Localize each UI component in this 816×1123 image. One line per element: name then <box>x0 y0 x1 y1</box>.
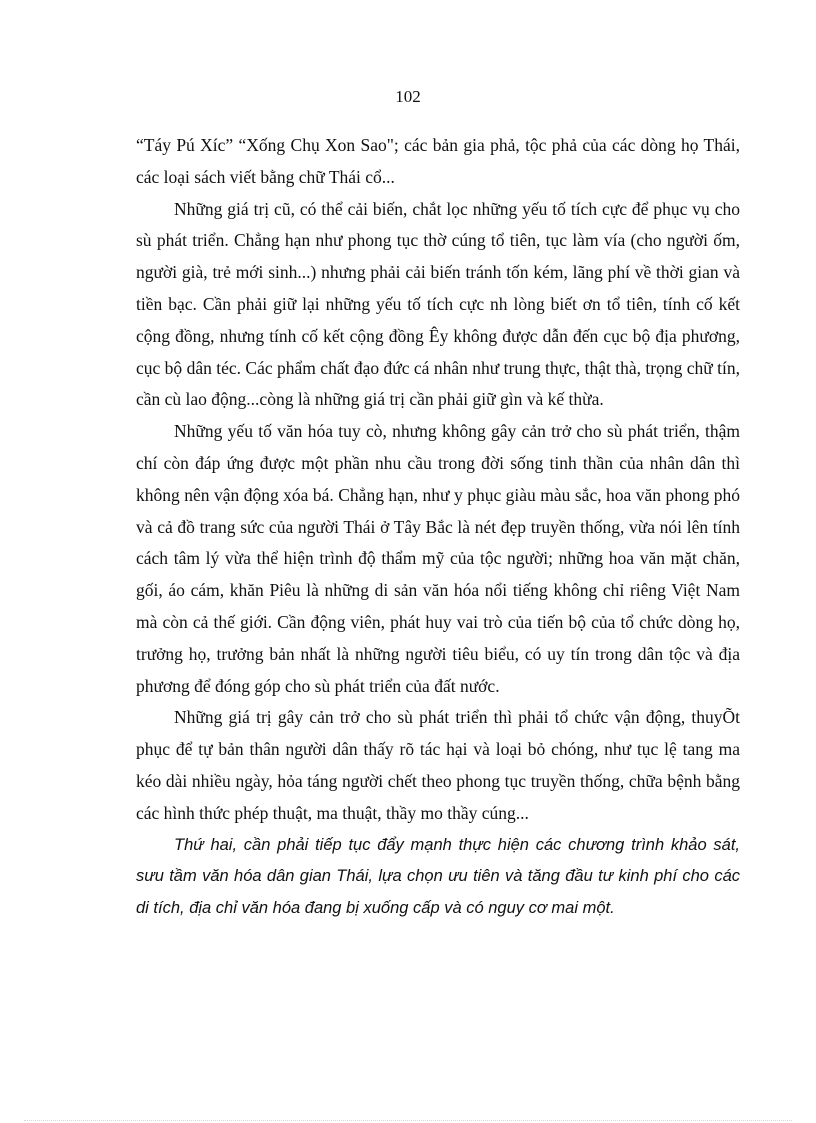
paragraph-outdated-elements: Những yếu tố văn hóa tuy cò, nhưng không gây cản trở cho sù phát triển, thậm chí còn đáp ứng được một phần nhu cầu trong đời sống tinh thần của nhân dân thì không nên vận động xóa bá. Chẳng hạn, như y phục giàu màu sắc, hoa văn phong phó và cả đồ trang sức của người Thái ở Tây Bắc là nét đẹp truyền thống, vừa nói lên tính cách tâm lý vừa thể hiện trình độ thẩm mỹ của tộc người; những hoa văn mặt chăn, gối, áo cám, khăn Piêu là những di sản văn hóa nổi tiếng không chỉ riêng Việt Nam mà còn cả thế giới. Cần động viên, phát huy vai trò của tiến bộ của tổ chức dòng họ, trưởng họ, trưởng bản nhất là những người tiêu biểu, có uy tín trong dân tộc và địa phương để đóng góp cho sù phát triển của đất nước. <box>136 421 740 696</box>
body-text <box>136 130 740 925</box>
bottom-divider <box>24 1120 792 1121</box>
paragraph-old-values: Những giá trị cũ, có thể cải biến, chắt lọc những yếu tố tích cực để phục vụ cho sù phát triển. Chẳng hạn như phong tục thờ cúng tổ tiên, tục làm vía (cho người ốm, người già, trẻ mới sinh...) nhưng phải cải biến tránh tốn kém, lãng phí về thời gian và tiền bạc. Cần phải giữ lại những yếu tố tích cực nh lòng biết ơn tổ tiên, tính cố kết cộng đồng, nhưng tính cố kết cộng đồng Êy không được dẫn đến cục bộ địa phương, cục bộ dân téc. Các phẩm chất đạo đức cá nhân như trung thực, thật thà, trọng chữ tín, cần cù lao động...còng là những giá trị cần phải giữ gìn và kế thừa. <box>136 198 740 410</box>
paragraph-second-measure: Thứ hai, cần phải tiếp tục đẩy mạnh thực hiện các chương trình khảo sát, sưu tầm văn hóa dân gian Thái, lựa chọn ưu tiên và tăng đầu tư kinh phí cho các di tích, địa chỉ văn hóa đang bị xuống cấp và có nguy cơ mai một. <box>136 835 740 918</box>
page-number: 102 <box>395 87 421 106</box>
paragraph-continuation: “Táy Pú Xíc” “Xống Chụ Xon Sao"; các bản gia phả, tộc phả của các dòng họ Thái, các loại sách viết bằng chữ Thái cổ... <box>136 135 740 187</box>
paragraph-obstructive-values: Những giá trị gây cản trở cho sù phát triển thì phải tổ chức vận động, thuyÕt phục để tự bản thân người dân thấy rõ tác hại và loại bỏ chóng, như tục lệ tang ma kéo dài nhiều ngày, hỏa táng người chết theo phong tục truyền thống, chữa bệnh bằng các hình thức phép thuật, ma thuật, thầy mo thầy cúng... <box>136 707 740 823</box>
